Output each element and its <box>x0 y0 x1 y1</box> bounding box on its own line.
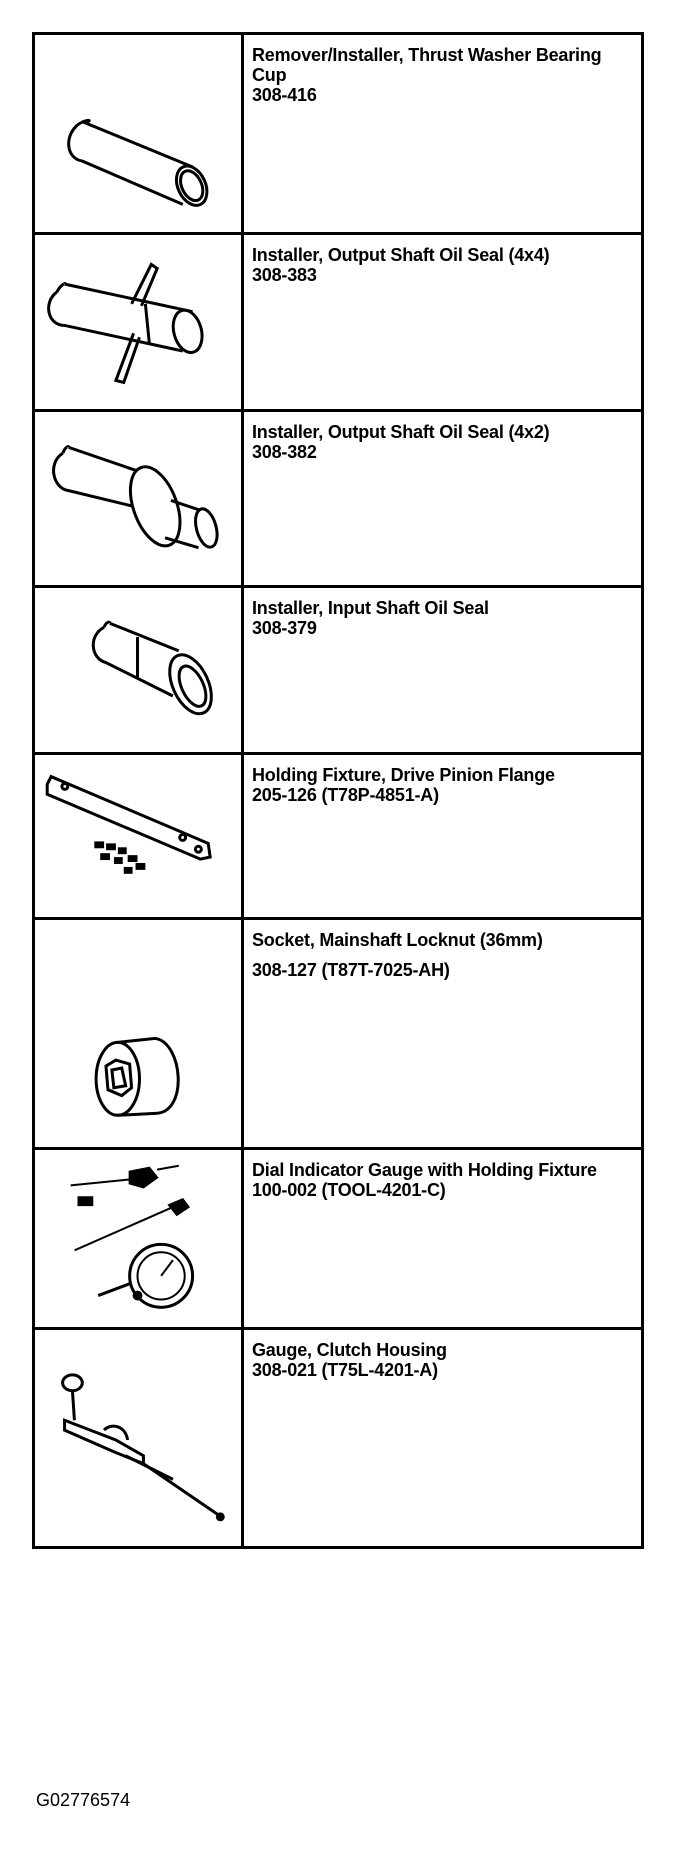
seal-installer-handle-icon <box>35 235 241 409</box>
clutch-gauge-icon <box>35 1330 241 1546</box>
tool-number: 308-383 <box>252 265 317 285</box>
hex-socket-icon <box>35 920 241 1147</box>
dial-indicator-icon <box>35 1150 241 1327</box>
tool-number: 308-127 (T87T-7025-AH) <box>252 960 450 980</box>
tool-text-cell <box>244 235 641 409</box>
tool-number: 308-021 (T75L-4201-A) <box>252 1360 438 1380</box>
sleeve-installer-icon <box>35 588 241 752</box>
tool-text-cell <box>244 1150 641 1327</box>
tool-row <box>35 1330 641 1546</box>
cylinder-tube-icon <box>35 35 241 232</box>
tool-name: Installer, Input Shaft Oil Seal <box>252 598 489 618</box>
tool-row <box>35 920 641 1150</box>
tool-row <box>35 755 641 920</box>
tool-text-cell <box>244 920 641 1147</box>
tool-number: 100-002 (TOOL-4201-C) <box>252 1180 446 1200</box>
tool-name: Socket, Mainshaft Locknut (36mm) <box>252 930 543 950</box>
tool-image-cell <box>35 412 244 585</box>
tool-image-cell <box>35 1330 244 1546</box>
tool-row <box>35 1150 641 1330</box>
tool-row <box>35 588 641 755</box>
tool-number: 308-379 <box>252 618 317 638</box>
tool-row <box>35 35 641 235</box>
tool-text-cell <box>244 588 641 752</box>
tool-name: Installer, Output Shaft Oil Seal (4x2) <box>252 422 550 442</box>
tool-image-cell <box>35 920 244 1147</box>
stepped-installer-icon <box>35 412 241 585</box>
tool-text-cell <box>244 1330 641 1546</box>
tool-name: Installer, Output Shaft Oil Seal (4x4) <box>252 245 550 265</box>
tool-image-cell <box>35 35 244 232</box>
tool-number: 205-126 (T78P-4851-A) <box>252 785 439 805</box>
tool-name: Holding Fixture, Drive Pinion Flange <box>252 765 555 785</box>
tool-name: Gauge, Clutch Housing <box>252 1340 447 1360</box>
figure-id: G02776574 <box>36 1790 131 1810</box>
tool-text-cell <box>244 755 641 917</box>
tool-row <box>35 235 641 412</box>
tool-text-cell <box>244 412 641 585</box>
tool-image-cell <box>35 235 244 409</box>
tool-number: 308-416 <box>252 85 317 105</box>
tool-number: 308-382 <box>252 442 317 462</box>
tool-image-cell <box>35 1150 244 1327</box>
tool-name: Dial Indicator Gauge with Holding Fixture <box>252 1160 597 1180</box>
tool-row <box>35 412 641 588</box>
tool-name: Remover/Installer, Thrust Washer Bearing Cup <box>252 45 602 85</box>
tool-image-cell <box>35 755 244 917</box>
tool-text-cell <box>244 35 641 232</box>
special-tools-table <box>32 32 644 1549</box>
holding-fixture-icon <box>35 755 241 917</box>
tool-image-cell <box>35 588 244 752</box>
